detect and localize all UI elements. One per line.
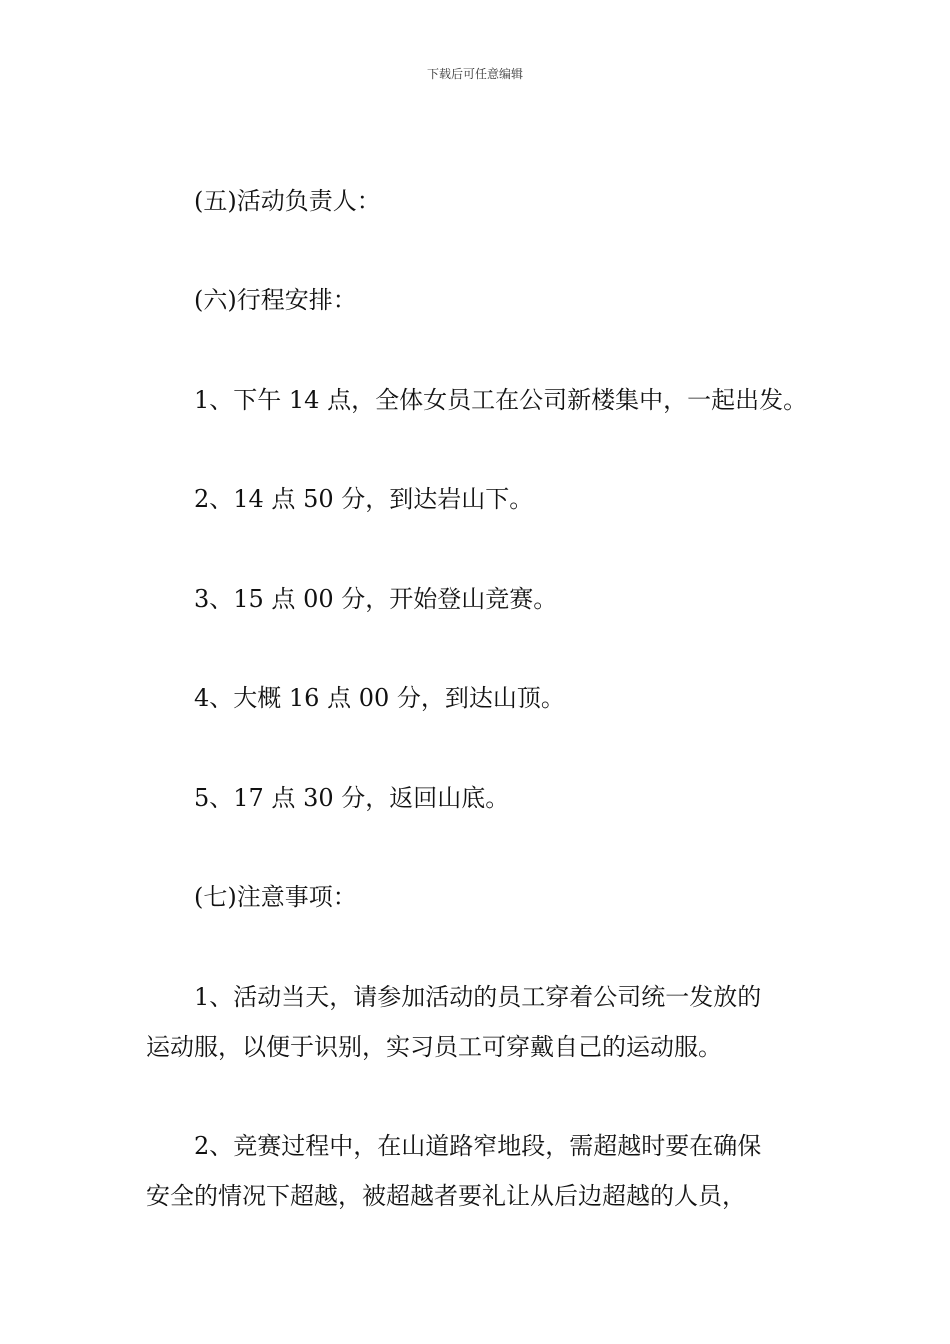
notice-item-1-line-2: 运动服，以便于识别，实习员工可穿戴自己的运动服。 xyxy=(146,1033,722,1061)
section-heading-six: (六)行程安排： xyxy=(194,286,357,314)
notice-item-1-line-1: 1、活动当天，请参加活动的员工穿着公司统一发放的 xyxy=(194,983,762,1011)
notice-item-1 xyxy=(146,972,826,1072)
page-header: 下载后可任意编辑 xyxy=(426,67,523,81)
notice-item-2-line-1: 2、竞赛过程中，在山道路窄地段，需超越时要在确保 xyxy=(194,1132,762,1160)
notice-item-2-line-2: 安全的情况下超越，被超越者要礼让从后边超越的人员， xyxy=(146,1182,746,1210)
section-heading-seven: (七)注意事项： xyxy=(194,883,357,911)
itinerary-item-1: 1、下午 14 点，全体女员工在公司新楼集中，一起出发。 xyxy=(194,386,808,414)
itinerary-item-2: 2、14 点 50 分，到达岩山下。 xyxy=(194,485,534,513)
section-heading-five: (五)活动负责人： xyxy=(194,187,381,215)
notice-item-2 xyxy=(146,1121,826,1221)
itinerary-item-4: 4、大概 16 点 00 分，到达山顶。 xyxy=(194,684,565,712)
itinerary-item-3: 3、15 点 00 分，开始登山竞赛。 xyxy=(194,585,558,613)
itinerary-item-5: 5、17 点 30 分，返回山底。 xyxy=(194,784,510,812)
